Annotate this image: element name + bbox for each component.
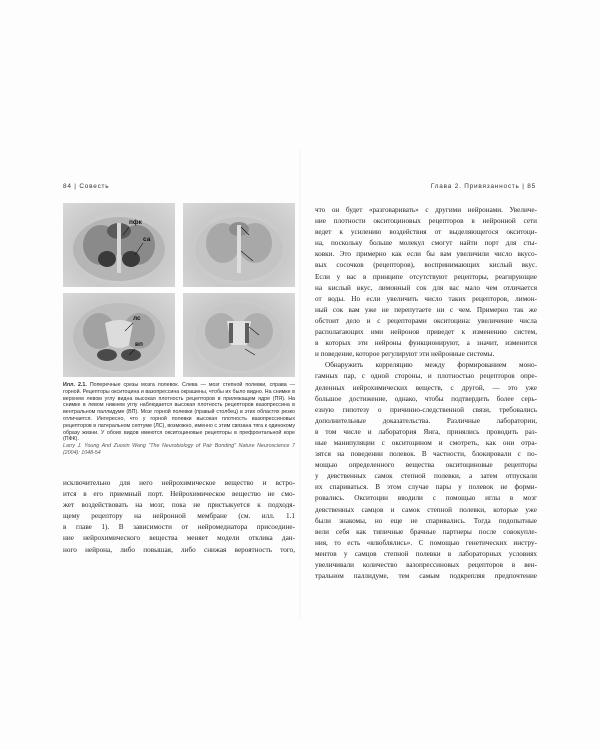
paragraph-1 xyxy=(315,205,537,360)
figure-panel-grid xyxy=(63,203,295,377)
brain-slice-top-left xyxy=(63,203,175,287)
body-line: ного нейрона, либо повышая, либо снижая вероятность того, xyxy=(63,545,295,554)
body-line: ится в его приемный порт. Нейрохимическое вещество не смо- xyxy=(63,490,295,499)
body-line: ный сок вам уже не перепутаете ни с чем. Примерно так же xyxy=(315,305,537,314)
body-line: деленных нейрохимических веществ, с другой, — это уже xyxy=(315,383,537,392)
body-line: зятся на поведении полевок. В частности, блокировали с по- xyxy=(315,450,537,459)
right-page xyxy=(300,0,600,750)
caption-text: Поперечные срезы мозга полевок. Слева — мозг степной полевки, справа — горной. Рецепторы окситоцина и вазопрессина окрашены, чтобы их было видно. На снимке в верхнем левом углу видна высокая плотность рецепторов в прилежащем ядре (ПЯ). На снимке в левом нижнем углу наблюдается высокая плотность рецепторов вазопрессина в вентральном паллидуме (ВП). Мозг горной полевки (правый столбец) в этих областях резко отличается. Интересно, что у горной полевки высокая плотность вазопрессиновых рецепторов в латеральном септуме (ЛС), возможно, именно с этим связана тяга к одинокому образу жизни. У обоих видов имеются окситоциновые рецепторы в префронтальной коре (ПФК). xyxy=(63,382,295,443)
body-line: исключительно для него нейрохимическое вещество и встро- xyxy=(63,479,295,487)
paragraph-2 xyxy=(315,360,537,582)
right-running-head: Глава 2. Привязанность | 85 xyxy=(430,183,536,190)
caption-label: Илл. 2.1. xyxy=(63,382,87,388)
body-line: обстоит дело и с рецепторами окситоцина: увеличение числа xyxy=(315,316,537,325)
brain-slice-top-left-image xyxy=(63,203,175,287)
body-line: тральном паллидуме, тем самым подкрепляя предпочтение xyxy=(315,572,537,581)
left-body-text xyxy=(63,478,295,556)
body-line: дополнительные доказательства. Различные лаборатории, xyxy=(315,416,537,425)
body-line: их спариваться. В этом случае пары у полевок не форми- xyxy=(315,483,537,492)
body-line: располагающих ими нейронов приведет к изменению систем, xyxy=(315,328,537,337)
body-line: ния, то есть «влюблялись». С помощью генетических инстру- xyxy=(315,538,537,547)
caption-source: Larry J. Young And Zuoxin Wang "The Neurobiology of Pair Bonding" Nature Neuroscience 7 (2004): 1048-54 xyxy=(63,443,295,456)
body-line: у девственных самок степной полевки, а затем отпускали xyxy=(315,472,537,481)
body-line: от воды. Но если увеличить число таких рецепторов, лимон- xyxy=(315,294,537,303)
body-line: щему рецептору на нейронной мембране (см. илл. 1.1 xyxy=(63,512,295,521)
body-line: и поведение, которое регулируют эти нейронные системы. xyxy=(315,350,495,359)
body-line: девственных самцов и самок степной полевки, которые уже xyxy=(315,505,537,514)
body-line: ведет к усилению воздействия от выделяющегося окситоци- xyxy=(315,228,537,237)
body-line: ние плотности окситоциновых рецепторов в нейронной сети xyxy=(315,217,537,226)
brain-slice-top-right-image xyxy=(183,203,295,287)
body-line: жет воздействовать на мозг, пока не пристыкуется к подходя- xyxy=(63,501,295,510)
body-line: в которых эти нейроны функционируют, а значит, изменится xyxy=(315,339,537,348)
label-vp: вп xyxy=(135,341,143,348)
body-line: гамных пар, с одной стороны, и плотностью рецепторов опре- xyxy=(315,372,537,381)
body-line: ние нейрохимического вещества меняет модели отклика дан- xyxy=(63,534,295,543)
figure-2-1 xyxy=(63,203,295,457)
brain-slice-bottom-left xyxy=(63,293,175,377)
body-line: в главе 1). В зависимости от нейромедиатора присоедине- xyxy=(63,523,295,532)
figure-caption xyxy=(63,382,295,457)
body-line: езную гипотезу о причинно-следственной связи, требовались xyxy=(315,405,537,414)
brain-slice-bottom-right-image xyxy=(183,293,295,377)
body-line: увеличивали количество вазопрессиновых рецепторов в вен- xyxy=(315,561,537,569)
body-line: на кислый вкус, лимонный сок для вас мало чем отличается xyxy=(315,283,537,292)
brain-slice-top-right xyxy=(183,203,295,287)
body-line: на, поскольку больше молекул смогут найти порт для сты- xyxy=(315,239,537,248)
body-line: большое достижение, однако, чтобы подтвердить более серь- xyxy=(315,394,537,403)
brain-slice-bottom-left-image xyxy=(63,293,175,377)
body-line: в том числе и лаборатория Янга, принялись проводить раз- xyxy=(315,427,537,436)
body-line: что он будет «разговаривать» с другими нейронами. Увеличе- xyxy=(315,206,537,214)
body-line: ковки. Это примерно как если бы вам увеличили число вкусо- xyxy=(315,250,537,259)
label-pfk: пфк xyxy=(129,219,142,226)
body-line: ровались. Окситоцин вводили с помощью иглы в мозг xyxy=(315,494,537,503)
body-line: вых сосочков (рецепторов), воспринимающих кислый вкус. xyxy=(315,261,537,270)
body-line: Обнаружить корреляцию между формированием моно- xyxy=(325,361,537,370)
body-line: вели себя как типичные брачные партнеры после совокупле- xyxy=(315,527,537,536)
right-body-text xyxy=(315,205,537,582)
body-line: ные манипуляции с окситоцином и смотреть, как они отра- xyxy=(315,438,537,447)
label-ls: лс xyxy=(133,315,141,322)
body-line: были знакомы, но еще не спаривались. Тогда подопытные xyxy=(315,516,537,525)
body-line: мощью определенного вещества окситоциновые рецепторы xyxy=(315,461,537,470)
left-running-head: 84 | Совесть xyxy=(63,183,110,190)
brain-slice-bottom-right xyxy=(183,293,295,377)
label-sa: са xyxy=(143,236,151,243)
body-line: ментов у самцов степной полевки в лабораторных условиях xyxy=(315,549,537,558)
body-line: Если у вас в принципе отсутствуют рецепторы, реагирующие xyxy=(315,272,537,281)
